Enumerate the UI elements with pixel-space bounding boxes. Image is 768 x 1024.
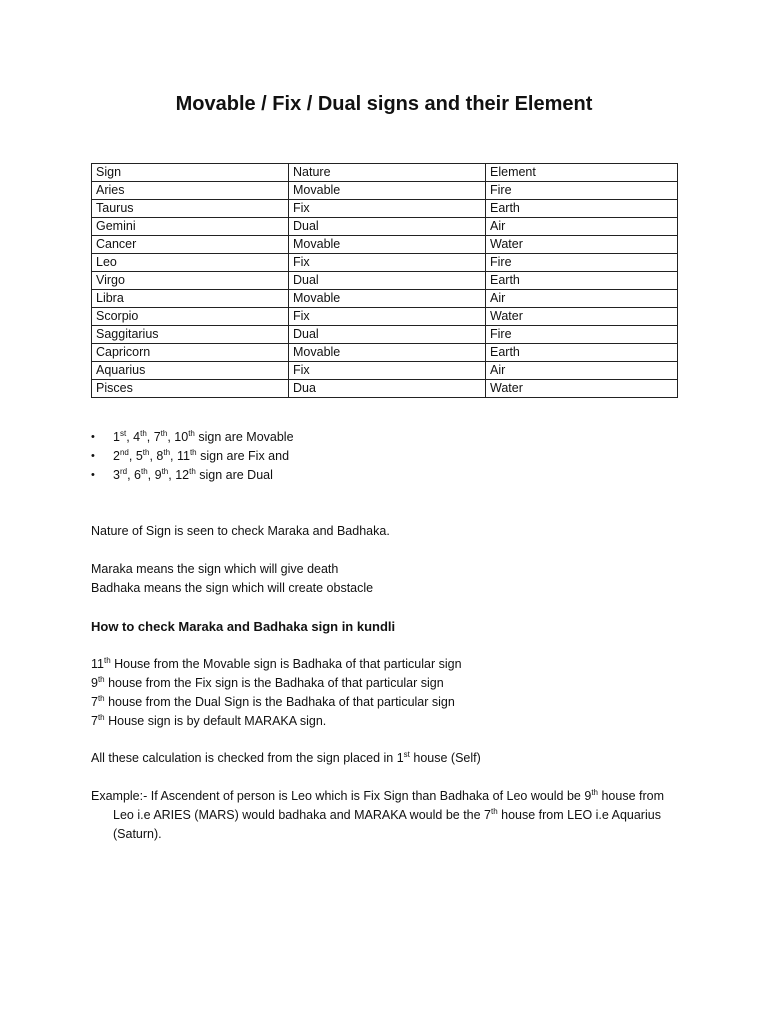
table-cell: Gemini [92,218,289,236]
table-cell: Movable [289,290,486,308]
table-cell: Aquarius [92,362,289,380]
table-cell: Virgo [92,272,289,290]
table-header-row [92,164,678,182]
rule-line-2: 9th house from the Fix sign is the Badhaka of that particular sign [91,674,444,690]
bullet-dot-icon: • [91,450,95,462]
table-cell: Fire [486,254,678,272]
bullet-item: • 1st, 4th, 7th, 10th sign are Movable [91,428,294,447]
section-heading: How to check Maraka and Badhaka sign in kundli [91,619,396,634]
table-cell: Earth [486,272,678,290]
table-cell: Movable [289,344,486,362]
table-cell: Dual [289,326,486,344]
table-row [92,344,678,362]
table-row [92,200,678,218]
maraka-definition: Maraka means the sign which will give death [91,562,339,576]
table-row [92,362,678,380]
table-row [92,380,678,398]
table-cell: Cancer [92,236,289,254]
example-paragraph [91,787,691,844]
table-cell: Aries [92,182,289,200]
page-title: Movable / Fix / Dual signs and their Element [175,93,593,115]
bullet-list [91,428,294,485]
table-header-cell: Sign [92,164,289,182]
table-cell: Fire [486,326,678,344]
bullet-dot-icon: • [91,431,95,443]
table-cell: Taurus [92,200,289,218]
table-cell: Dual [289,272,486,290]
table-cell: Leo [92,254,289,272]
example-line-3: (Saturn). [113,827,162,841]
table-header-cell: Nature [289,164,486,182]
table-cell: Movable [289,236,486,254]
signs-table [91,163,678,398]
example-line-1: Example:- If Ascendent of person is Leo which is Fix Sign than Badhaka of Leo would be 9th house from [91,787,664,803]
table-cell: Fire [486,182,678,200]
table-row [92,236,678,254]
table-cell: Air [486,362,678,380]
table-row [92,326,678,344]
table-cell: Dual [289,218,486,236]
rule-line-3: 7th house from the Dual Sign is the Badhaka of that particular sign [91,693,455,709]
table-cell: Libra [92,290,289,308]
table-cell: Fix [289,254,486,272]
table-row [92,308,678,326]
table-cell: Water [486,308,678,326]
example-line-2: Leo i.e ARIES (MARS) would badhaka and MARAKA would be the 7th house from LEO i.e Aquarius [113,806,661,822]
table-cell: Fix [289,200,486,218]
table-cell: Movable [289,182,486,200]
bullet-item: • 2nd, 5th, 8th, 11th sign are Fix and [91,447,294,466]
table-row [92,218,678,236]
table-cell: Fix [289,362,486,380]
calculation-note: All these calculation is checked from the sign placed in 1st house (Self) [91,749,481,765]
table-cell: Dua [289,380,486,398]
table-cell: Fix [289,308,486,326]
table-cell: Earth [486,200,678,218]
badhaka-definition: Badhaka means the sign which will create obstacle [91,581,374,595]
table-cell: Water [486,380,678,398]
table-header-cell: Element [486,164,678,182]
bullet-dot-icon: • [91,469,95,481]
table-row [92,290,678,308]
table-row [92,272,678,290]
bullet-item: • 3rd, 6th, 9th, 12th sign are Dual [91,466,294,485]
table-cell: Saggitarius [92,326,289,344]
nature-paragraph: Nature of Sign is seen to check Maraka and Badhaka. [91,524,390,538]
rule-line-4: 7th House sign is by default MARAKA sign. [91,712,327,728]
table-cell: Pisces [92,380,289,398]
table-cell: Air [486,218,678,236]
table-cell: Earth [486,344,678,362]
table-cell: Air [486,290,678,308]
table-cell: Water [486,236,678,254]
rule-line-1: 11th House from the Movable sign is Badhaka of that particular sign [91,655,462,671]
table-cell: Capricorn [92,344,289,362]
table-cell: Scorpio [92,308,289,326]
table-row [92,254,678,272]
table-row [92,182,678,200]
